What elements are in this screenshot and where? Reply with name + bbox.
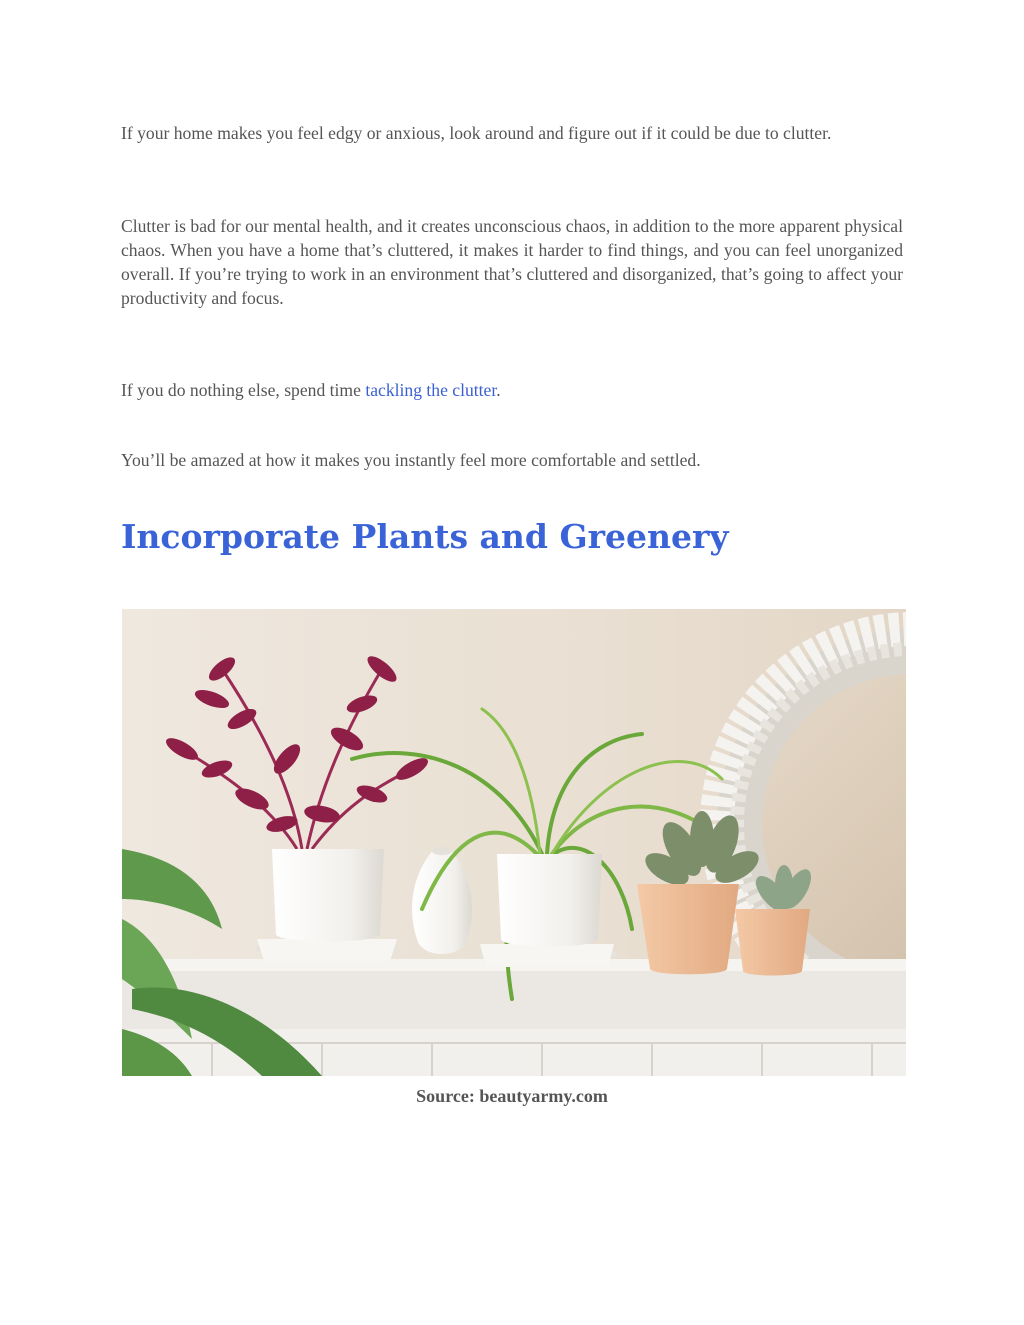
- section-heading: Incorporate Plants and Greenery: [121, 517, 729, 556]
- paragraph-text-after-link: .: [496, 380, 501, 400]
- white-pot-left: [255, 849, 399, 961]
- paragraph-text-before-link: If you do nothing else, spend time: [121, 380, 366, 400]
- tackling-clutter-link[interactable]: tackling the clutter: [365, 380, 497, 400]
- paragraph-comfortable: You’ll be amazed at how it makes you instantly feel more comfortable and settled.: [121, 450, 701, 470]
- image-caption: Source: beautyarmy.com: [416, 1086, 608, 1106]
- paragraph-clutter-effects: Clutter is bad for our mental health, and it creates unconscious chaos, in addition to the more apparent physical chaos. When you have a home that’s cluttered, it makes it harder to find things, and you can feel unorganized overall. If you’re trying to work in an environment that’s cluttered and disorganized, that’s going to affect your productivity and focus.: [121, 216, 903, 308]
- paragraph-clutter-intro: If your home makes you feel edgy or anxious, look around and figure out if it could be due to clutter.: [121, 123, 832, 143]
- paragraph-tackle-clutter: [121, 378, 903, 402]
- plants-on-mantel-photo: [122, 609, 906, 1076]
